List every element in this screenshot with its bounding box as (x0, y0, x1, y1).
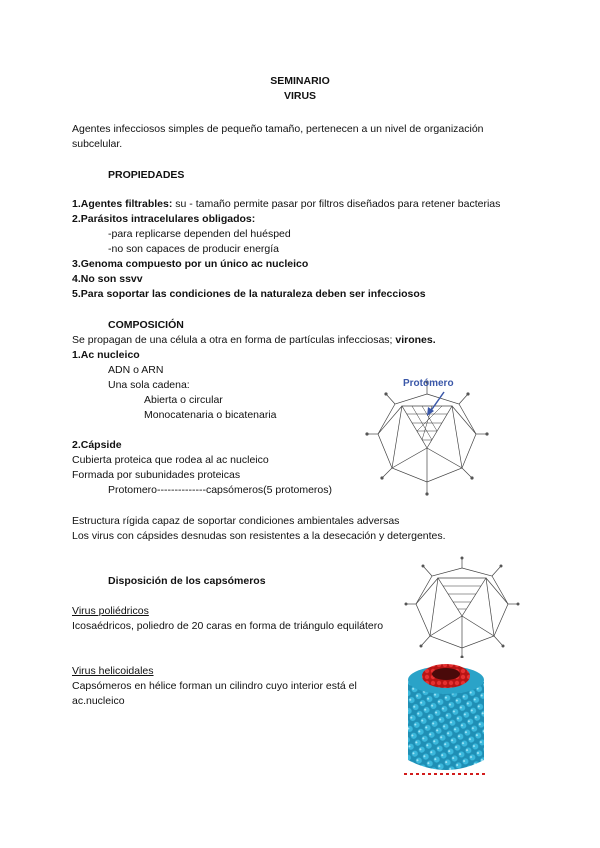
capside-line-3: Protomero--------------capsómeros(5 protomeros) (108, 484, 333, 496)
propiedades-heading: PROPIEDADES (108, 169, 185, 181)
ac-line-1: ADN o ARN (108, 364, 164, 376)
capside-line-2: Formada por subunidades proteicas (72, 469, 241, 481)
helicoidales-text-1: Capsómeros en hélice forman un cilindro cuyo interior está el (72, 680, 357, 692)
icosahedron-figure-1 (364, 374, 490, 498)
intro-line-2: subcelular. (72, 138, 123, 150)
propiedad-4: 4.No son ssvv (72, 273, 143, 285)
propiedad-1-bold: 1.Agentes filtrables: (72, 198, 173, 210)
poliedricos-text: Icosaédricos, poliedro de 20 caras en forma de triángulo equilátero (72, 620, 384, 632)
composicion-line (72, 333, 436, 347)
composicion-line-bold: virones. (395, 334, 436, 346)
intro-line-1: Agentes infecciosos simples de pequeño tamaño, pertenecen a un nivel de organización (72, 123, 484, 135)
ac-nucleico-heading: 1.Ac nucleico (72, 349, 140, 361)
helical-virus-figure (400, 656, 492, 778)
capside-heading: 2.Cápside (72, 439, 122, 451)
composicion-line-text: Se propagan de una célula a otra en forma de partículas infecciosas; (72, 334, 396, 346)
estructura-line-1: Estructura rígida capaz de soportar condiciones ambientales adversas (72, 515, 400, 527)
capside-line-1: Cubierta proteica que rodea al ac nucleico (72, 454, 269, 466)
ac-line-3: Abierta o circular (144, 394, 223, 406)
helicoidales-text-2: ac.nucleico (72, 695, 125, 707)
disposicion-heading: Disposición de los capsómeros (108, 575, 266, 587)
ac-line-4: Monocatenaria o bicatenaria (144, 409, 277, 421)
ac-line-2: Una sola cadena: (108, 379, 190, 391)
propiedad-1 (72, 197, 500, 211)
propiedad-3: 3.Genoma compuesto por un único ac nucleico (72, 258, 309, 270)
propiedad-2: 2.Parásitos intracelulares obligados: (72, 213, 256, 225)
propiedad-1-text: su - tamaño permite pasar por filtros diseñados para retener bacterias (172, 198, 501, 210)
propiedad-5: 5.Para soportar las condiciones de la naturaleza deben ser infecciosos (72, 288, 426, 300)
estructura-line-2: Los virus con cápsides desnudas son resistentes a la desecación y detergentes. (72, 530, 446, 542)
protomero-label: Protómero (403, 378, 454, 389)
propiedad-2b: -no son capaces de producir energía (108, 243, 280, 255)
propiedad-2a: -para replicarse dependen del huésped (108, 228, 291, 240)
helicoidales-title: Virus helicoidales (72, 665, 154, 677)
page-subtitle: VIRUS (283, 90, 317, 102)
page-title: SEMINARIO (270, 75, 330, 87)
icosahedron-figure-2 (404, 554, 520, 658)
poliedricos-title: Virus poliédricos (72, 605, 149, 617)
composicion-heading: COMPOSICIÓN (108, 319, 184, 331)
